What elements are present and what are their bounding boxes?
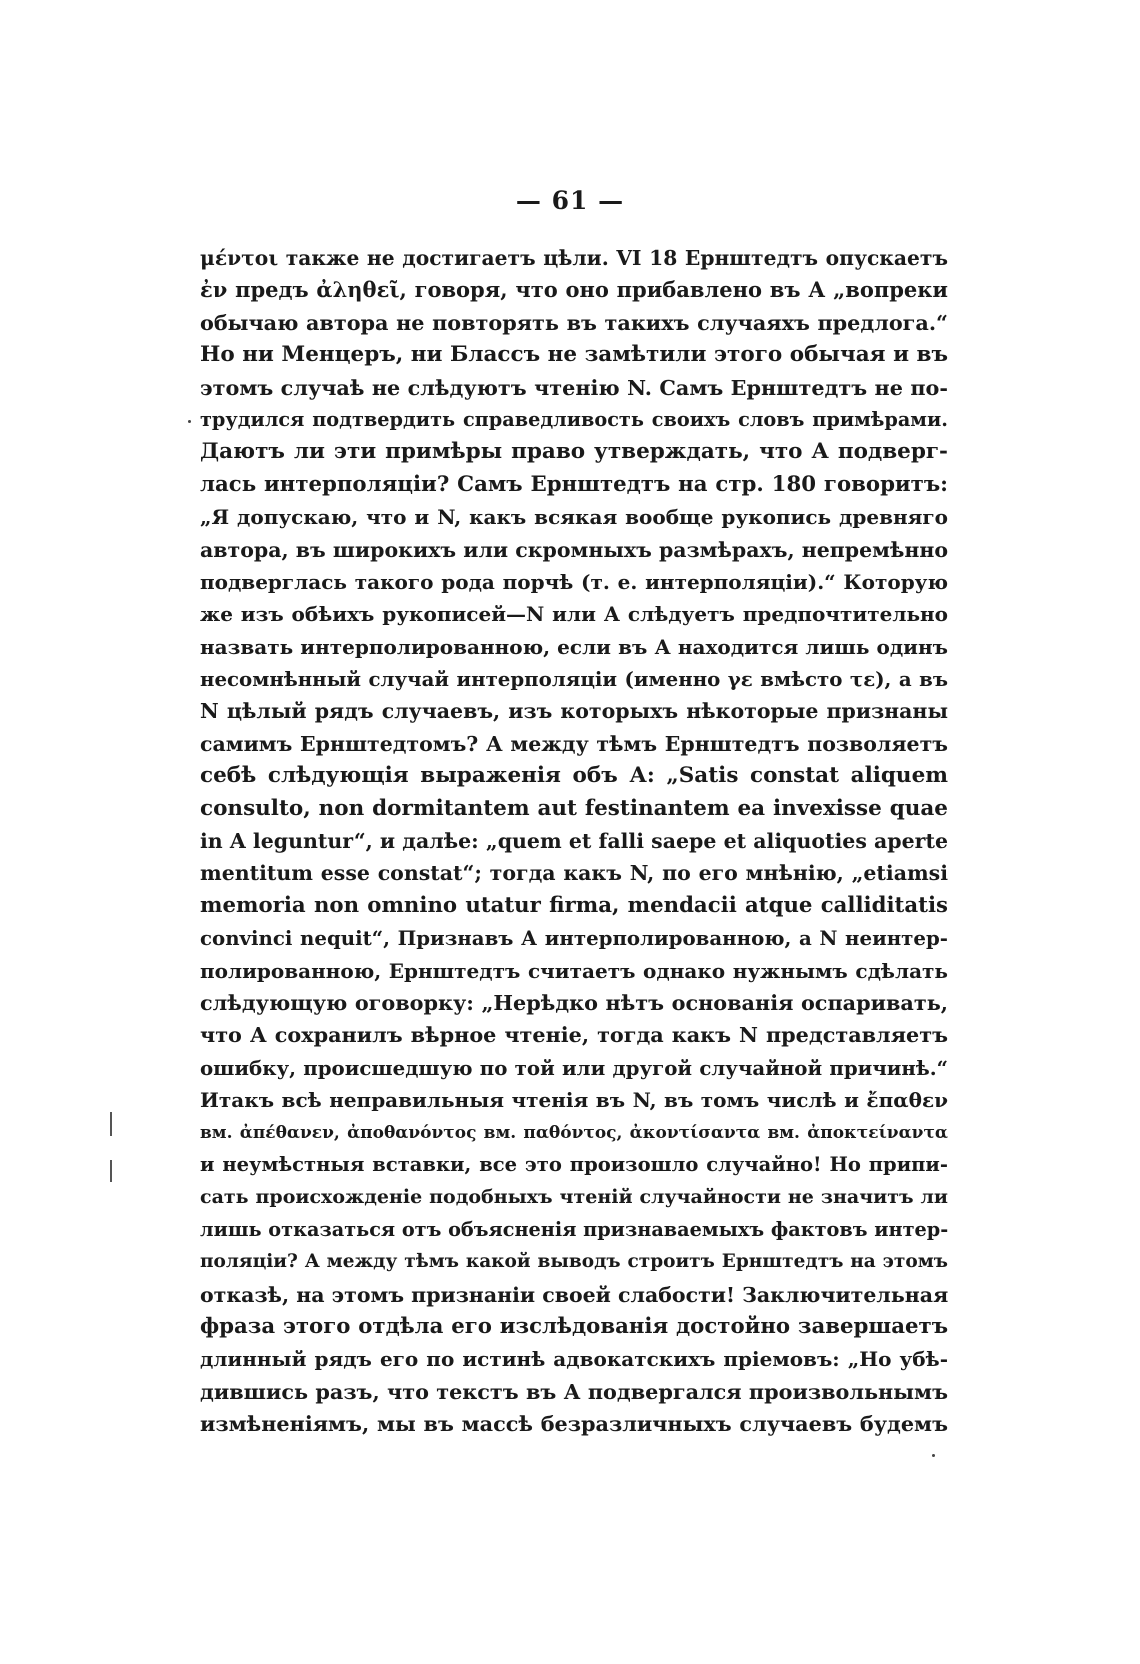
text-line: N цѣлый рядъ случаевъ, изъ которыхъ нѣкоторые признаны: [200, 699, 948, 724]
text-line: подверглась такого рода порчѣ (т. е. интерполяціи).“ Которую: [200, 569, 948, 594]
text-line: что А сохранилъ вѣрное чтеніе, тогда какъ N представляетъ: [200, 1023, 948, 1048]
scan-speck: [188, 420, 191, 423]
text-line: Даютъ ли эти примѣры право утверждать, что А подверг-: [200, 439, 948, 465]
text-line: Но ни Менцеръ, ни Блассъ не замѣтили этого обычая и въ: [200, 342, 948, 368]
text-line: назвать интерполированною, если въ А находится лишь одинъ: [200, 634, 948, 659]
text-line: этомъ случаѣ не слѣдуютъ чтенію N. Самъ Ернштедтъ не по-: [200, 375, 948, 400]
text-line: и неумѣстныя вставки, все это произошло случайно! Но припи-: [200, 1152, 948, 1176]
text-line: μέντοι также не достигаетъ цѣли. VI 18 Ернштедтъ опускаетъ: [200, 246, 948, 270]
text-line: ἐν предъ ἀληθεῖ, говоря, что оно прибавлено въ А „вопреки: [200, 277, 948, 303]
text-line: сать происхожденіе подобныхъ чтеній случайности не значитъ ли: [200, 1186, 948, 1209]
text-line: Итакъ всѣ неправильныя чтенія въ N, въ томъ числѣ и ἔπαθεν: [200, 1088, 948, 1113]
text-line: дившись разъ, что текстъ въ А подвергался произвольнымъ: [200, 1379, 948, 1404]
text-line: ошибку, происшедшую по той или другой случайной причинѣ.“: [200, 1055, 948, 1080]
text-line: несомнѣнный случай интерполяціи (именно γε вмѣсто τε), а въ: [200, 667, 948, 692]
text-line: вм. ἀπέθανεν, ἀποθανόντος вм. παθόντος, ἀκοντίσαντα вм. ἀποκτείναντα: [200, 1122, 948, 1143]
text-line: же изъ обѣихъ рукописей—N или А слѣдуетъ предпочтительно: [200, 602, 948, 627]
text-line: автора, въ широкихъ или скромныхъ размѣрахъ, непремѣнно: [200, 537, 948, 562]
text-line: измѣненіямъ, мы въ массѣ безразличныхъ случаевъ будемъ: [200, 1412, 948, 1437]
scan-speck: [932, 1454, 935, 1457]
text-line: memoria non omnino utatur firma, mendacii atque calliditatis: [200, 892, 948, 918]
text-line: фраза этого отдѣла его изслѣдованія достойно завершаетъ: [200, 1313, 948, 1339]
text-line: обычаю автора не повторять въ такихъ случаяхъ предлога.“: [200, 310, 948, 335]
margin-mark: [110, 1160, 112, 1182]
page-number: — 61 —: [515, 186, 625, 215]
text-line: consulto, non dormitantem aut festinantem ea invexisse quae: [200, 795, 948, 821]
margin-mark: [110, 1112, 112, 1136]
text-line: себѣ слѣдующія выраженія объ А: „Satis constat aliquem: [200, 763, 948, 789]
text-line: слѣдующую оговорку: „Нерѣдко нѣтъ основанія оспаривать,: [200, 990, 948, 1015]
text-line: лась интерполяціи? Самъ Ернштедтъ на стр. 180 говоритъ:: [200, 471, 948, 497]
text-line: трудился подтвердить справедливость своихъ словъ примѣрами.: [200, 407, 948, 431]
text-line: самимъ Ернштедтомъ? А между тѣмъ Ернштедтъ позволяетъ: [200, 731, 948, 756]
text-line: лишь отказаться отъ объясненія признаваемыхъ фактовъ интер-: [200, 1217, 948, 1241]
text-line: mentitum esse constat“; тогда какъ N, по его мнѣнію, „etiamsi: [200, 861, 948, 886]
text-line: in A leguntur“, и далѣе: „quem et falli saepe et aliquoties aperte: [200, 829, 948, 854]
body-text: [200, 242, 948, 1440]
text-line: полированною, Ернштедтъ считаетъ однако нужнымъ сдѣлать: [200, 958, 948, 983]
text-line: convinci nequit“, Признавъ А интерполированною, а N неинтер-: [200, 926, 948, 951]
text-line: длинный рядъ его по истинѣ адвокатскихъ пріемовъ: „Но убѣ-: [200, 1347, 948, 1372]
text-line: поляціи? А между тѣмъ какой выводъ строитъ Ернштедтъ на этомъ: [200, 1251, 948, 1273]
text-line: отказѣ, на этомъ признаніи своей слабости! Заключительная: [200, 1282, 948, 1307]
text-line: „Я допускаю, что и N, какъ всякая вообще рукопись древняго: [200, 505, 948, 530]
